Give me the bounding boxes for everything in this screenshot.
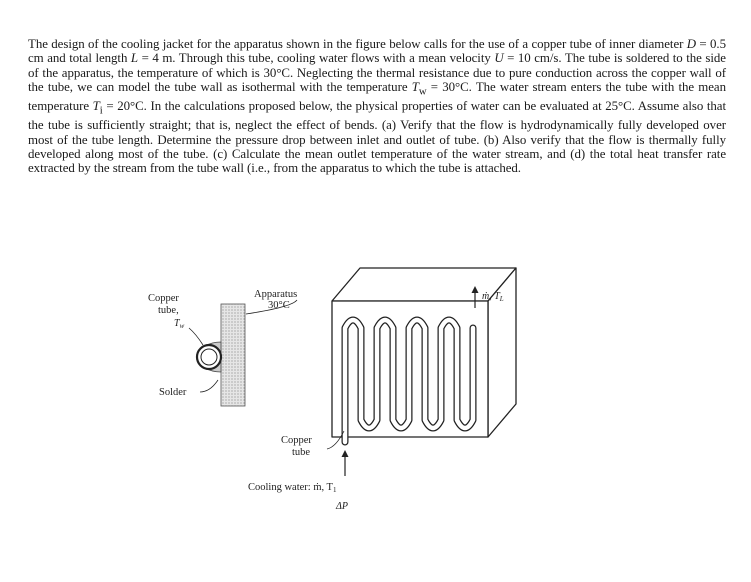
problem-text-2: = 0.5 cm and total length	[28, 37, 727, 66]
outlet-label: ṁ, $T_L$	[482, 291, 504, 303]
copper-tube-label-line2: tube,	[158, 305, 179, 316]
pressure-drop-label: ΔP	[336, 501, 348, 512]
tube-inner-circle	[201, 349, 217, 365]
apparatus-temp-label: 30°C	[268, 300, 290, 311]
diameter-symbol: D	[686, 37, 697, 51]
copper-tube-label-line1: Copper	[148, 293, 179, 304]
problem-text-3: = 4 m. Through this tube, cooling water flows with a mean velocity	[138, 51, 495, 66]
velocity-symbol: U	[494, 51, 504, 66]
copper-tube-bottom-label-line2: tube	[292, 447, 311, 458]
inlet-temp-subscript: i	[99, 104, 103, 117]
problem-text-4: = 10 cm/s. The tube is soldered to the side of the apparatus, the temperature of which is 30°C. Neglecting the thermal resistance due to pure conduction across the copper wall of the tube, we can model the tube wall as isothermal with the temperature	[28, 51, 726, 95]
solder-label: Solder	[159, 387, 187, 398]
wall-temp-subscript: w	[418, 85, 427, 98]
problem-text-1: The design of the cooling jacket for the apparatus shown in the figure below calls for the use of a copper tube of inner diameter	[28, 37, 687, 51]
inlet-arrow	[342, 450, 349, 476]
inlet-temp-symbol: T	[92, 99, 100, 114]
tw-label: $T_w$	[174, 318, 185, 330]
copper-tube-leader	[189, 328, 203, 345]
length-symbol: L	[130, 51, 139, 66]
wall-temp-symbol: T	[411, 80, 419, 95]
copper-tube-bottom-label-line1: Copper	[281, 435, 312, 446]
problem-text-5: = 30°C. The water stream enters the tube with the mean temperature	[28, 80, 727, 114]
solder-leader	[200, 380, 218, 392]
cooling-water-label: Cooling water: ṁ, T1	[248, 482, 337, 494]
wall-section-detail	[189, 300, 297, 406]
apparatus-wall-section	[221, 304, 245, 406]
apparatus-label: Apparatus	[254, 289, 298, 300]
problem-text-6: = 20°C. In the calculations proposed below, the physical properties of water can be evaluated at 25°C. Assume also that the tube is sufficiently straight; that is, neglect the effect of bends. (a) Verify that the flow is hydrodynamically fully developed over most of the tube length. Determine the pressure drop between inlet and outlet of tube. (b) Also verify that the flow is thermally fully developed along most of the tube. (c) Calculate the mean outlet temperature of the water stream, and (d) the total heat transfer rate extracted by the stream from the tube wall (i.e., from the apparatus to which the tube is attached.	[28, 99, 726, 176]
